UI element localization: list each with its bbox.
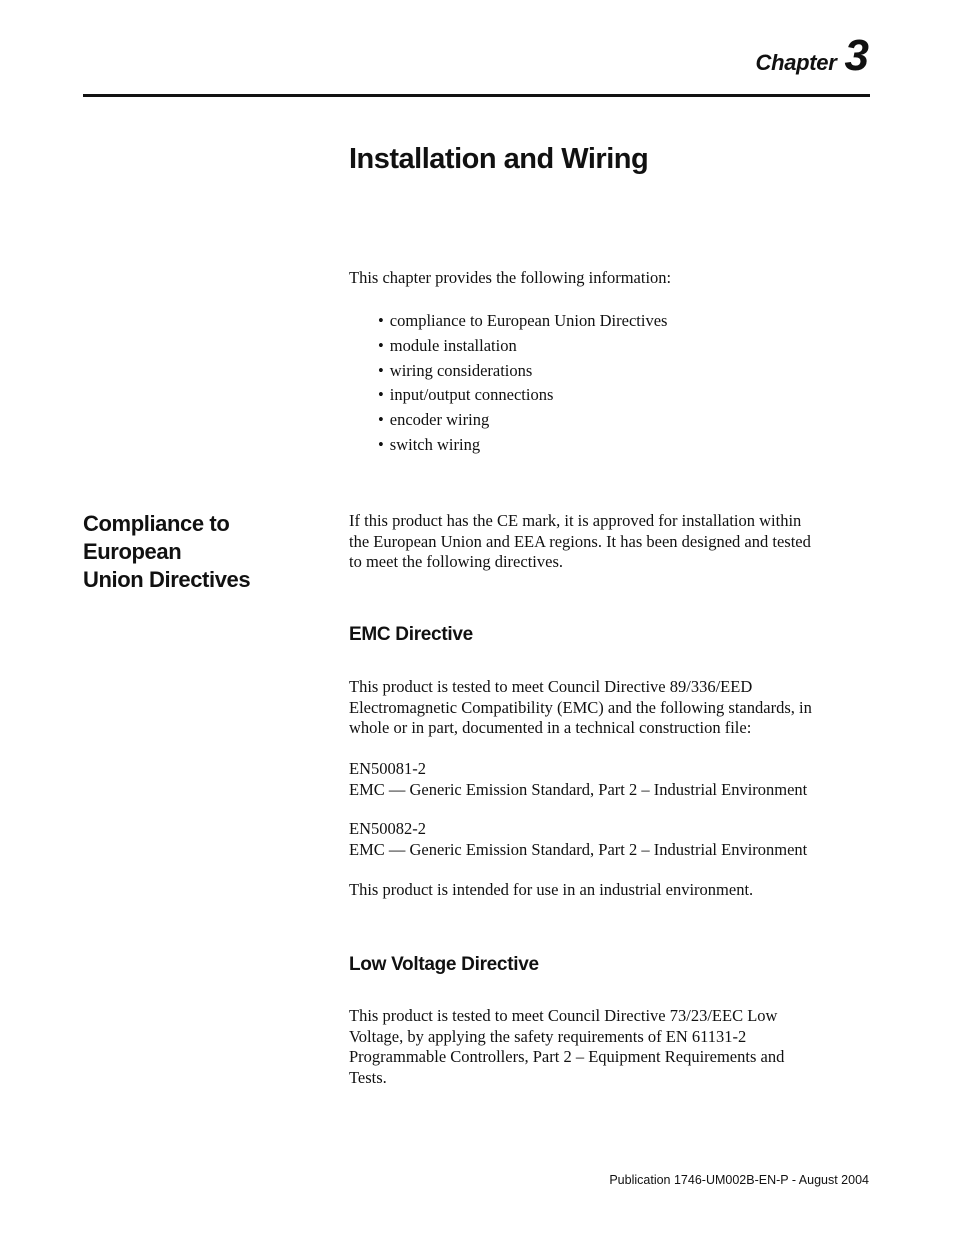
text-line: Electromagnetic Compatibility (EMC) and the following standards, in <box>349 697 812 717</box>
list-item: • module installation <box>378 334 667 359</box>
standard-description: EMC — Generic Emission Standard, Part 2 – Industrial Environment <box>349 779 808 799</box>
header-rule <box>83 94 870 97</box>
text-line: whole or in part, documented in a technical construction file: <box>349 718 752 737</box>
intro-text: This chapter provides the following information: <box>349 268 672 287</box>
list-item: • switch wiring <box>378 433 667 458</box>
heading-line: Compliance to European <box>83 511 230 564</box>
list-item: • input/output connections <box>378 383 667 408</box>
chapter-label: Chapter <box>755 50 837 75</box>
topic-list <box>378 309 667 458</box>
standard-code: EN50082-2 <box>349 819 426 838</box>
low-voltage-directive-heading: Low Voltage Directive <box>349 954 539 975</box>
text-line: to meet the following directives. <box>349 552 563 571</box>
publication-footer: Publication 1746-UM002B-EN-P - August 2004 <box>609 1173 869 1187</box>
emc-closing-text: This product is intended for use in an industrial environment. <box>349 880 754 899</box>
lvd-paragraph <box>349 1006 849 1088</box>
list-item: • encoder wiring <box>378 408 667 433</box>
text-line: Tests. <box>349 1067 387 1087</box>
page-title: Installation and Wiring <box>349 143 649 175</box>
chapter-header <box>755 31 869 80</box>
standard-entry <box>349 819 889 860</box>
text-line: the European Union and EEA regions. It has been designed and tested <box>349 531 811 551</box>
text-line: If this product has the CE mark, it is approved for installation within <box>349 511 802 530</box>
list-item: • wiring considerations <box>378 359 667 384</box>
standard-description: EMC — Generic Emission Standard, Part 2 – Industrial Environment <box>349 839 808 859</box>
text-line: Voltage, by applying the safety requirements of EN 61131-2 <box>349 1026 747 1046</box>
text-line: Programmable Controllers, Part 2 – Equipment Requirements and <box>349 1047 785 1066</box>
chapter-number: 3 <box>844 31 869 80</box>
emc-paragraph <box>349 677 869 739</box>
heading-line: Union Directives <box>83 567 251 592</box>
list-item: • compliance to European Union Directives <box>378 309 667 334</box>
section-heading-compliance <box>83 510 323 594</box>
emc-directive-heading: EMC Directive <box>349 624 473 645</box>
compliance-paragraph <box>349 511 869 573</box>
text-line: This product is tested to meet Council Directive 89/336/EED <box>349 677 753 696</box>
standard-code: EN50081-2 <box>349 759 426 778</box>
text-line: This product is tested to meet Council Directive 73/23/EEC Low <box>349 1006 778 1025</box>
standard-entry <box>349 759 889 800</box>
